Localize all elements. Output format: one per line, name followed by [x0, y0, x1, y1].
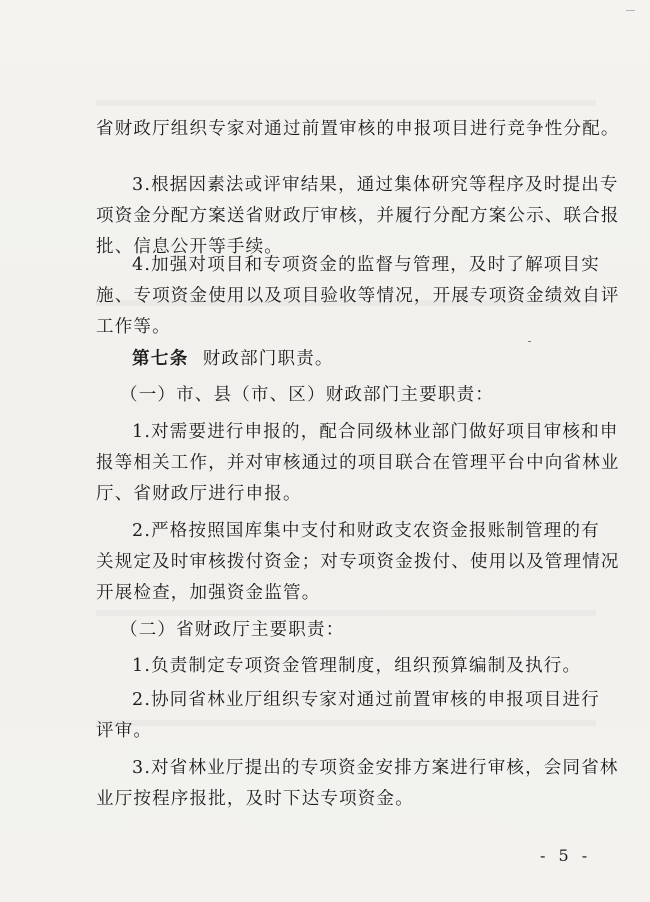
article-text: 财政部门职责。 — [202, 349, 334, 369]
paragraph-line: 工作等。 — [96, 317, 171, 337]
paragraph-line: 2.严格按照国库集中支付和财政支农资金报账制管理的有 — [132, 521, 600, 541]
article-line — [132, 347, 334, 371]
scan-mark — [626, 10, 635, 11]
subheading-line: （二）省财政厅主要职责： — [120, 620, 345, 640]
paragraph-line: 省财政厅组织专家对通过前置审核的申报项目进行竞争性分配。 — [96, 119, 620, 139]
paragraph-line: 开展检查，加强资金监管。 — [96, 583, 321, 603]
bleed-through-shadow — [96, 610, 596, 616]
subheading-line: （一）市、县（市、区）财政部门主要职责： — [120, 385, 494, 405]
bleed-through-shadow — [96, 100, 596, 106]
scan-dot — [528, 341, 531, 342]
paragraph-line: 厅、省财政厅进行申报。 — [96, 484, 302, 504]
page-number: - 5 - — [540, 846, 592, 865]
paragraph-line: 业厅按程序报批，及时下达专项资金。 — [96, 789, 414, 809]
paragraph-line: 1.负责制定专项资金管理制度，组织预算编制及执行。 — [132, 656, 582, 676]
paragraph-line: 2.协同省林业厅组织专家对通过前置审核的申报项目进行 — [132, 690, 600, 710]
bleed-through-shadow — [96, 720, 596, 726]
paragraph-line: 1.对需要进行申报的，配合同级林业部门做好项目审核和申 — [132, 422, 619, 442]
paragraph-line: 3.对省林业厅提出的专项资金安排方案进行审核，会同省林 — [132, 758, 619, 778]
paragraph-line: 4.加强对项目和专项资金的监督与管理，及时了解项目实 — [132, 255, 600, 275]
paragraph-line: 报等相关工作，并对审核通过的项目联合在管理平台中向省林业 — [96, 453, 620, 473]
paragraph-line: 批、信息公开等手续。 — [96, 237, 283, 257]
paragraph-line: 关规定及时审核拨付资金；对专项资金拨付、使用以及管理情况 — [96, 552, 620, 572]
paragraph-line: 项资金分配方案送省财政厅审核，并履行分配方案公示、联合报 — [96, 206, 620, 226]
paragraph-line: 施、专项资金使用以及项目验收等情况，开展专项资金绩效自评 — [96, 286, 620, 306]
paragraph-line: 评审。 — [96, 721, 153, 741]
paragraph-line: 3.根据因素法或评审结果，通过集体研究等程序及时提出专 — [132, 175, 619, 195]
article-heading: 第七条 — [132, 349, 189, 369]
